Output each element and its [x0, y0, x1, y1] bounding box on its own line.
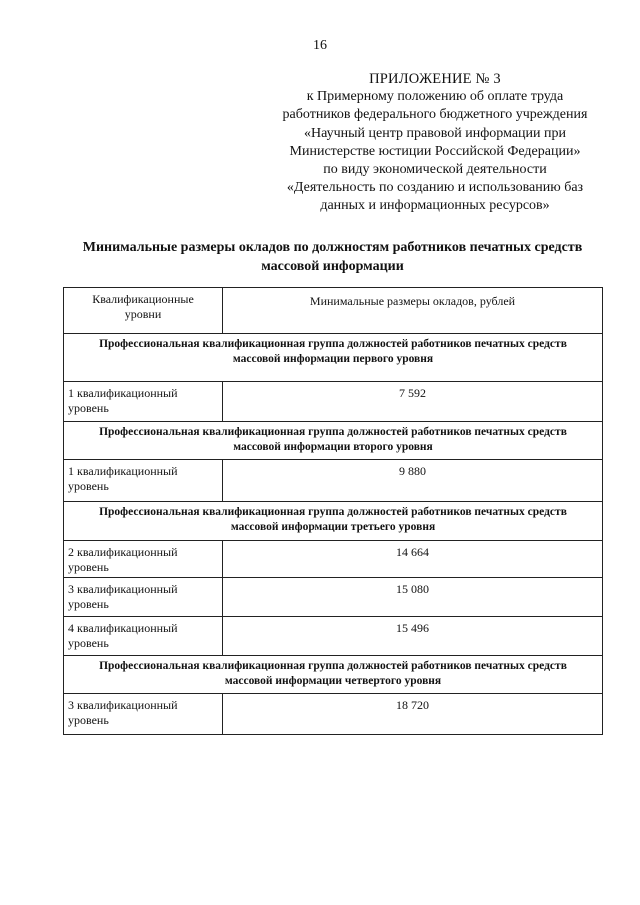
appendix-line: по виду экономической деятельности	[323, 162, 547, 178]
qualification-level	[64, 617, 223, 656]
heading-line: Минимальные размеры окладов по должностям работников печатных средств	[82, 240, 583, 255]
group-row	[64, 334, 603, 382]
qualification-level	[64, 382, 223, 422]
salary-value: 9 880	[223, 460, 603, 502]
group-row	[64, 656, 603, 694]
group-title-line: Профессиональная квалификационная группа должностей работников печатных средств	[99, 426, 567, 438]
group-title-line: массовой информации первого уровня	[232, 353, 434, 365]
salary-table	[63, 287, 603, 735]
salary-value: 15 496	[223, 617, 603, 656]
group-title-line: Профессиональная квалификационная группа должностей работников печатных средств	[99, 660, 567, 672]
appendix-line: к Примерному положению об оплате труда	[306, 89, 564, 105]
heading-line: массовой информации	[261, 259, 404, 274]
minimum-salary-header: Минимальные размеры окладов, рублей	[223, 288, 603, 334]
appendix-block	[250, 70, 620, 216]
table-row	[64, 541, 603, 578]
level-text: уровень	[68, 636, 109, 650]
level-text: уровень	[68, 597, 109, 611]
salary-value: 7 592	[223, 382, 603, 422]
group-title	[64, 656, 603, 694]
level-text: уровень	[68, 560, 109, 574]
group-title-line: массовой информации третьего уровня	[230, 521, 436, 533]
group-title	[64, 502, 603, 541]
group-title-line: массовой информации четвертого уровня	[224, 675, 442, 687]
level-text: 1 квалификационный	[68, 386, 178, 400]
appendix-line: «Деятельность по созданию и использованию баз	[286, 180, 584, 196]
salary-value: 18 720	[223, 694, 603, 735]
appendix-title: ПРИЛОЖЕНИЕ № 3	[369, 71, 501, 87]
level-text: 3 квалификационный	[68, 698, 178, 712]
header-text: уровни	[124, 307, 162, 321]
appendix-line: данных и информационных ресурсов»	[320, 198, 550, 214]
table-row	[64, 578, 603, 617]
table-row	[64, 382, 603, 422]
table-row	[64, 694, 603, 735]
table-row	[64, 617, 603, 656]
qualification-level	[64, 541, 223, 578]
document-heading	[60, 238, 605, 276]
salary-value: 15 080	[223, 578, 603, 617]
level-text: 1 квалификационный	[68, 464, 178, 478]
group-title-line: Профессиональная квалификационная группа должностей работников печатных средств	[99, 506, 567, 518]
qualification-levels-header	[64, 288, 223, 334]
group-title	[64, 334, 603, 382]
group-row	[64, 502, 603, 541]
appendix-line: «Научный центр правовой информации при	[303, 125, 567, 141]
header-text: Квалификационные	[92, 292, 194, 306]
qualification-level	[64, 578, 223, 617]
level-text: уровень	[68, 713, 109, 727]
group-title	[64, 422, 603, 460]
level-text: 4 квалификационный	[68, 621, 178, 635]
page-number: 16	[313, 38, 327, 53]
qualification-level	[64, 694, 223, 735]
level-text: 2 квалификационный	[68, 545, 178, 559]
appendix-line: работников федерального бюджетного учреждения	[282, 107, 588, 123]
level-text: 3 квалификационный	[68, 582, 178, 596]
level-text: уровень	[68, 401, 109, 415]
group-title-line: массовой информации второго уровня	[233, 441, 433, 453]
qualification-level	[64, 460, 223, 502]
group-title-line: Профессиональная квалификационная группа должностей работников печатных средств	[99, 338, 567, 350]
appendix-line: Министерстве юстиции Российской Федерации»	[289, 143, 581, 159]
group-row	[64, 422, 603, 460]
salary-value: 14 664	[223, 541, 603, 578]
table-header-row	[64, 288, 603, 334]
table-row	[64, 460, 603, 502]
level-text: уровень	[68, 479, 109, 493]
